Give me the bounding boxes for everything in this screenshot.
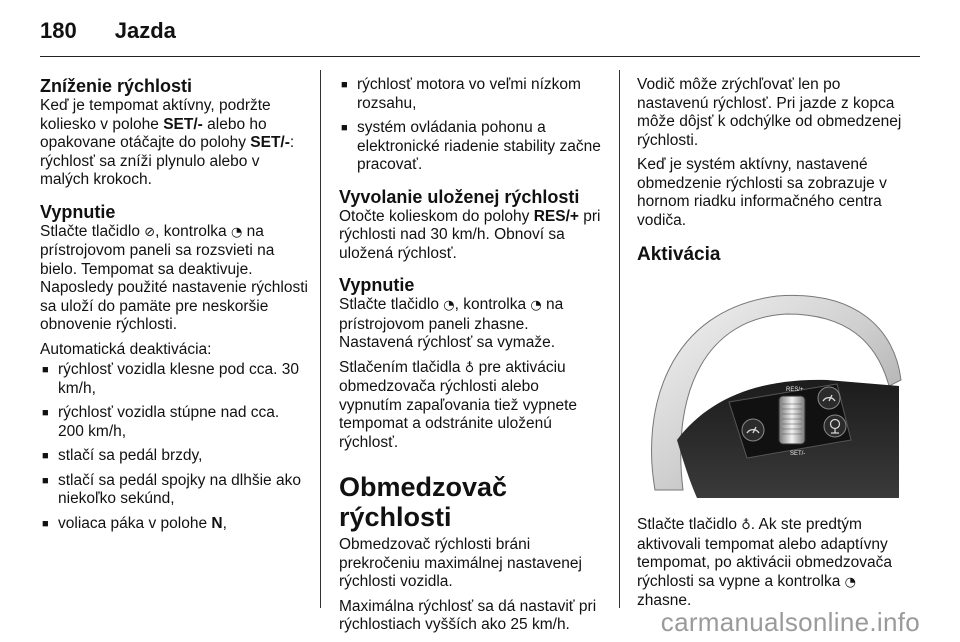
column-2: [339, 76, 604, 635]
speed-limiter-icon: ♁: [464, 360, 475, 376]
list-item: ■ systém ovládania pohonu a elektronické riadenie stability začne pracovať.: [339, 119, 604, 175]
column-3: [637, 76, 905, 611]
cruise-lamp-icon: ◔: [844, 574, 856, 590]
cruise-button-icon: ⊘: [144, 224, 156, 240]
paragraph-speed-reduction: Keď je tempomat aktívny, podržte koliesko v polohe SET/- alebo ho opakovane otáčajte do polohy SET/-: rýchlosť sa zníži plynulo alebo v malých krokoch.: [40, 97, 295, 188]
column-divider-2: [619, 70, 620, 608]
set-label: SET/-: [790, 451, 806, 457]
cruise-lamp-icon: ◔: [230, 224, 243, 240]
paragraph-limiter-3: Vodič môže zrýchľovať len po nastavenú rýchlosť. Pri jazde z kopca môže dôjsť k odchýlke od obmedzenej rýchlosti.: [637, 76, 902, 149]
watermark: carmanualsonline.info: [660, 607, 920, 637]
header-rule: [40, 56, 920, 57]
page-number: 180: [40, 18, 77, 43]
paragraph-limiter-1: Obmedzovač rýchlosti bráni prekročeniu maximálnej nastavenej rýchlosti vozidla.: [339, 536, 582, 590]
column-1: [40, 76, 308, 539]
speed-limiter-icon: ♁: [741, 518, 751, 533]
paragraph-limiter-press: Stlačením tlačidla ♁ pre aktiváciu obmedzovača rýchlosti alebo vypnutím zapaľovania tiež vypnete tempomat a odstránite uloženú rýchlosť.: [339, 358, 578, 451]
paragraph-limiter-2: Maximálna rýchlosť sa dá nastaviť pri rýchlostiach vyšších ako 25 km/h.: [339, 597, 597, 633]
list-item: ■ voliaca páka v polohe N,: [40, 515, 308, 534]
steering-wheel-controls-image: [637, 290, 905, 498]
list-item: ■ rýchlosť vozidla stúpne nad cca. 200 km/h,: [40, 404, 308, 441]
thumbwheel: [779, 396, 805, 444]
heading-resume-speed: Vyvolanie uloženej rýchlosti: [339, 186, 580, 207]
list-auto-deactivation: [40, 361, 308, 533]
paragraph-resume-speed: Otočte kolieskom do polohy RES/+ pri rýchlosti nad 30 km/h. Obnoví sa uložená rýchlosť.: [339, 207, 601, 262]
heading-speed-reduction: Zníženie rýchlosti: [40, 76, 193, 96]
list-item: ■ rýchlosť motora vo veľmi nízkom rozsahu,: [339, 76, 604, 113]
heading-activation: Aktivácia: [637, 244, 721, 265]
paragraph-auto-deactivation: Automatická deaktivácia:: [40, 340, 212, 358]
paragraph-activation: Stlačte tlačidlo ♁. Ak ste predtým aktivovali tempomat alebo adaptívny tempomat, po aktivácii obmedzovača rýchlosti sa vypne a kontrolka ◔ zhasne.: [637, 516, 893, 609]
cruise-lamp-icon: ◔: [443, 298, 455, 313]
list-item: ■ stlačí sa pedál spojky na dlhšie ako niekoľko sekúnd,: [40, 472, 308, 509]
column-divider-1: [320, 70, 321, 608]
page-header: [40, 18, 176, 48]
heading-switch-off-2: Vypnutie: [339, 275, 415, 295]
cruise-lamp-icon: ◔: [530, 298, 542, 313]
heading-speed-limiter: Obmedzovač rýchlosti: [339, 472, 508, 532]
list-item: ■ stlačí sa pedál brzdy,: [40, 447, 308, 466]
list-item: ■ rýchlosť vozidla klesne pod cca. 30 km/h,: [40, 361, 308, 398]
heading-switch-off: Vypnutie: [40, 201, 116, 222]
speed-limiter-button: [824, 415, 846, 437]
paragraph-switch-off-2: Stlačte tlačidlo ◔, kontrolka ◔ na prístrojovom paneli zhasne. Nastavená rýchlosť sa vymaže.: [339, 296, 564, 351]
chapter-title: Jazda: [114, 18, 176, 43]
res-label: RES/+: [786, 387, 804, 393]
list-auto-deactivation-cont: [339, 76, 604, 175]
paragraph-switch-off: Stlačte tlačidlo ⊘, kontrolka ◔ na prístrojovom paneli sa rozsvieti na bielo. Tempomat sa deaktivuje. Naposledy použité nastavenie rýchlosti sa uloží do pamäte pre neskoršie obnovenie rýchlosti.: [40, 222, 308, 333]
paragraph-limiter-4: Keď je systém aktívny, nastavené obmedzenie rýchlosti sa zobrazuje v hornom riadku informačného centra vodiča.: [637, 156, 887, 229]
